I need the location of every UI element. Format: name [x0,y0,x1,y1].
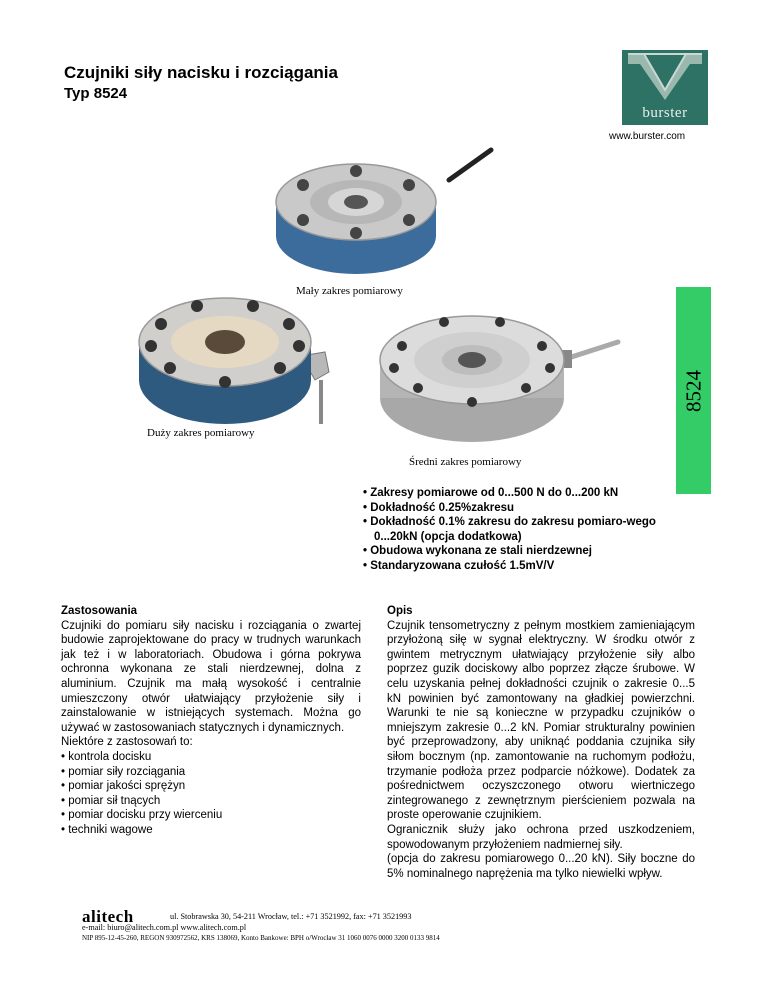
page-subtitle: Typ 8524 [64,85,128,102]
applications-section [61,604,361,838]
applications-list-intro: Niektóre z zastosowań to: [61,736,193,749]
feature-item: • Standaryzowana czułość 1.5mV/V [363,559,555,572]
applications-item: • pomiar sił tnących [61,794,161,807]
large-range-sensor-photo [125,284,345,434]
large-range-caption: Duży zakres pomiarowy [147,427,255,439]
footer-registration: NIP 895-12-45-260, REGON 930972562, KRS 138069, Konto Bankowe: BPH o/Wrocław 31 1060 0076 0000 3200 0133 9814 [82,934,440,942]
feature-item: • Zakresy pomiarowe od 0...500 N do 0...200 kN [363,487,619,499]
description-paragraph: Czujnik tensometryczny z pełnym mostkiem zamieniającym przyłożoną siłę w sygnał elektryczny. W środku otwór z gwintem metrycznym ułatwiający przyłożenie siły albo poprzez guzik dociskowy albo poprzez złącze śrubowe. W celu uzyskania pełnej dokładności czujnik o zakresie 0...5 kN powinien być zamontowany na gładkiej powierzchni. Warunki te nie są konieczne w przypadku czujników o mniejszym zakresie 0...2 kN. Pomiar strukturalny powinien być przeprowadzony, aby uniknąć poddania czujnika siły siłom bocznym (np. zamontowanie na ruchomym podłożu, trzymanie podłoża przez podparcie nóżkowe). Dodatek za pośrednictwem oczyszczonego otworu wiertniczego zintegrowanego z zewnętrznym pierścieniem pozwala na proste operowanie czujnikiem. [387,619,695,822]
description-paragraph: Ogranicznik służy jako ochrona przed uszkodzeniem, spowodowanym przyłożeniem nadmiernej siły. [387,823,695,851]
website-link[interactable]: www.burster.com [609,131,686,142]
side-tab [676,287,711,494]
feature-item: • Dokładność 0.1% zakresu do zakresu pomiaro-wego 0...20kN (opcja dodatkowa) [363,516,656,543]
applications-item: • pomiar docisku przy wierceniu [61,809,223,822]
page-title: Czujniki siły nacisku i rozciągania [64,63,338,82]
footer-contact[interactable]: e-mail: biuro@alitech.com.pl www.alitech.com.pl [82,923,247,932]
description-heading: Opis [387,605,413,617]
applications-item: • kontrola docisku [61,750,152,763]
applications-text: Czujniki do pomiaru siły nacisku i rozciągania o zwartej budowie zaprojektowane do pracy w trudnych warunkach jak też i w laboratoriach. Obudowa i górna pokrywa ochronna wykonana ze stali nierdzewnej, dolna z aluminium. Czujnik ma małą wysokość i centralnie umieszczony otwór ułatwiający przyłożenie siły i zainstalowanie w istniejących systemach. Można go używać w zastosowaniach statycznych i dynamicznych. [61,619,361,734]
applications-heading: Zastosowania [61,605,138,617]
feature-list [363,486,673,574]
logo-text: burster [642,105,688,121]
applications-item: • pomiar siły rozciągania [61,765,186,778]
description-section [387,604,695,881]
side-tab-label: 8524 [681,369,705,412]
feature-item: • Obudowa wykonana ze stali nierdzewnej [363,545,592,558]
alitech-logo: alitech [82,907,134,926]
footer-address: ul. Stobrawska 30, 54-211 Wrocław, tel.: +71 3521992, fax: +71 3521993 [170,912,412,921]
medium-range-sensor-photo [372,298,622,448]
feature-item: • Dokładność 0.25%zakresu [363,501,515,514]
small-range-sensor-photo [263,140,503,280]
small-range-caption: Mały zakres pomiarowy [296,285,403,297]
burster-logo-icon [622,50,708,125]
applications-item: • pomiar jakości sprężyn [61,780,186,793]
description-paragraph: (opcja do zakresu pomiarowego 0...20 kN). Siły boczne do 5% nominalnego naprężenia ma tylko niewielki wpływ. [387,853,695,880]
medium-range-caption: Średni zakres pomiarowy [409,456,522,468]
applications-item: • techniki wagowe [61,823,153,836]
